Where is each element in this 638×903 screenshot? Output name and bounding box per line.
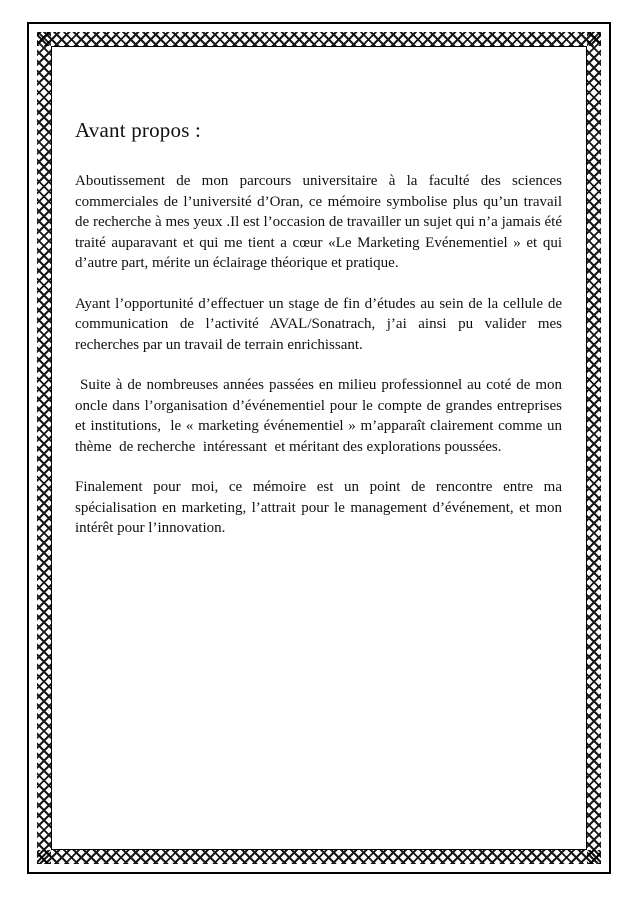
border-pattern-bottom — [37, 850, 601, 864]
paragraph-3: Suite à de nombreuses années passées en milieu professionnel au coté de mon oncle dans l’organisation d’événementiel pour le compte de grandes entreprises et institutions, le « marketing événementiel » m’apparaît clairement comme un thème de recherche intéressant et méritant des explorations poussées. — [75, 377, 566, 455]
document-body — [75, 118, 566, 559]
paragraph-1: Aboutissement de mon parcours universitaire à la faculté des sciences commerciales de l’université d’Oran, ce mémoire symbolise plus qu’un travail de recherche à mes yeux .Il est l’occasion de travailler un sujet qui n’a jamais été traité auparavant et qui me tient a cœur «Le Marketing Evénementiel » et qui d’autre part, mérite un éclairage théorique et pratique. — [75, 173, 562, 271]
paragraph-4: Finalement pour moi, ce mémoire est un point de rencontre entre ma spécialisation en marketing, l’attrait pour le management d’événement, et mon intérêt pour l’innovation. — [75, 479, 562, 536]
border-pattern-left — [37, 32, 51, 864]
paragraph-2: Ayant l’opportunité d’effectuer un stage de fin d’études au sein de la cellule de communication de l’activité AVAL/Sonatrach, j’ai ainsi pu valider mes recherches par un travail de terrain enrichissant. — [75, 295, 562, 353]
border-pattern-top — [37, 32, 601, 46]
border-pattern-right — [587, 32, 601, 864]
page-title: Avant propos : — [75, 118, 202, 142]
